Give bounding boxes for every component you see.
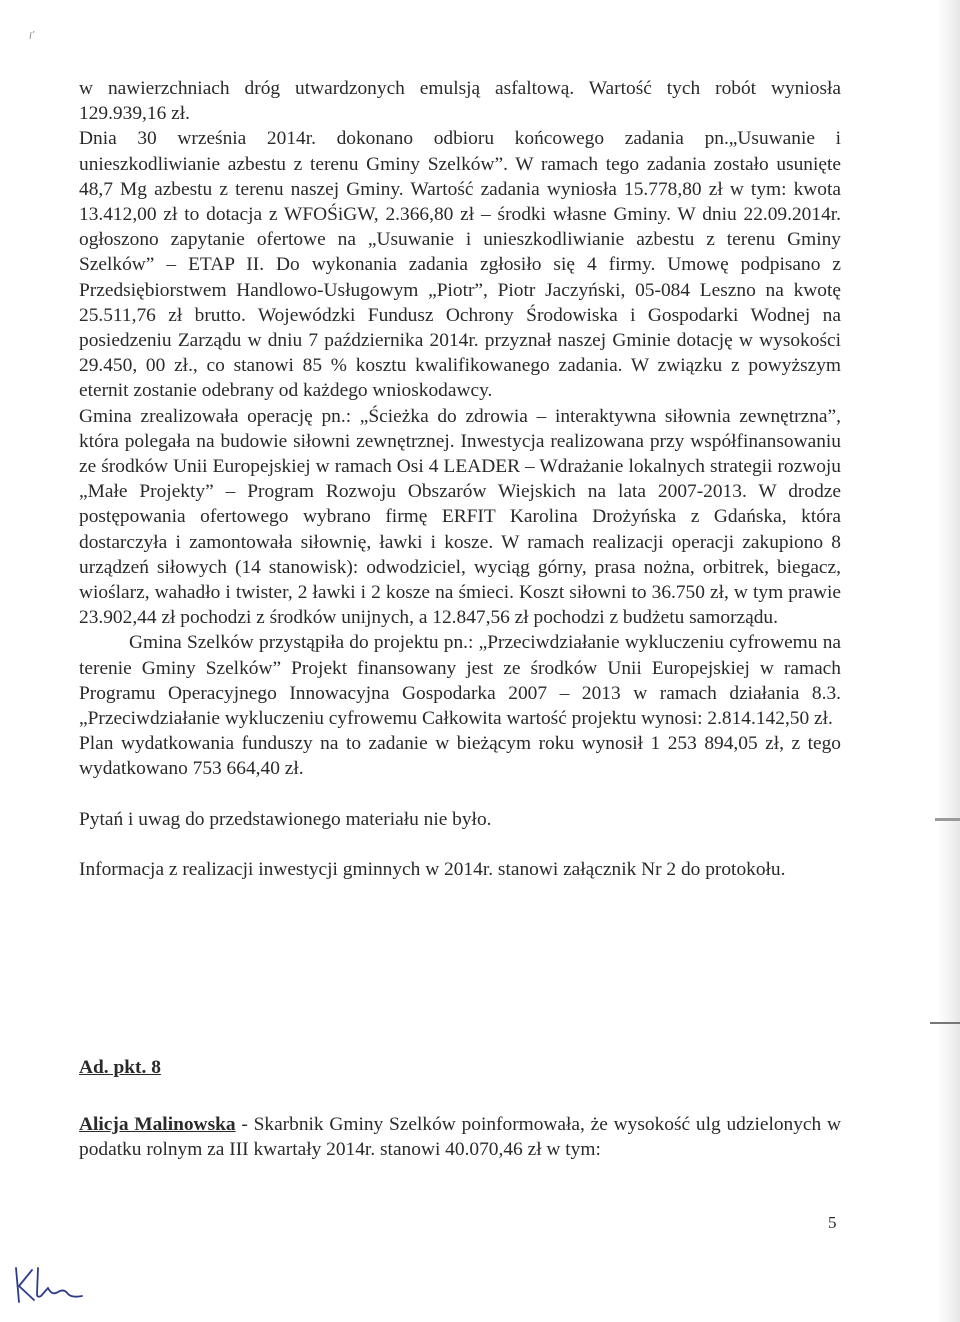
treasurer-text: - Skarbnik Gminy Szelków poinformowała, że wysokość ulg udzielonych w podatku rolnym za III kwartały 2014r. stanowi 40.070,46 zł w tym: — [79, 1114, 841, 1161]
treasurer-statement — [79, 1112, 841, 1162]
paragraph-asbestos: Dnia 30 września 2014r. dokonano odbioru końcowego zadania pn.„Usuwanie i unieszkodliwianie azbestu z terenu Gminy Szelków”. W ramach tego zadania zostało usunięte 48,7 Mg azbestu z terenu naszej Gminy. Wartość zadania wyniosła 15.778,80 zł w tym: kwota 13.412,00 zł to dotacja z WFOŚiGW, 2.366,80 zł – środki własne Gminy. W dniu 22.09.2014r. ogłoszono zapytanie ofertowe na „Usuwanie i unieszkodliwianie azbestu z terenu Gminy Szelków” – ETAP II. Do wykonania zadania zgłosiło się 4 firmy. Umowę podpisano z Przedsiębiorstwem Handlowo-Usługowym „Piotr”, Piotr Jaczyński, 05-084 Leszno na kwotę 25.511,76 zł brutto. Wojewódzki Fundusz Ochrony Środowiska i Gospodarki Wodnej na posiedzeniu Zarządu w dniu 7 października 2014r. przyznał naszej Gminie dotację w wysokości 29.450, 00 zł., co stanowi 85 % kosztu kwalifikowanego zadania. W związku z powyższym eternit zostanie odebrany od każdego wnioskodawcy. — [79, 128, 841, 402]
speaker-name: Alicja Malinowska — [79, 1114, 236, 1135]
scan-edge-mark-lower — [930, 1022, 960, 1024]
page-number: 5 — [828, 1213, 837, 1232]
agenda-heading: Ad. pkt. 8 — [79, 1057, 161, 1078]
scan-edge-shadow — [938, 0, 960, 1322]
paragraph-attachment: Informacja z realizacji inwestycji gminnych w 2014r. stanowi załącznik Nr 2 do protokołu. — [79, 858, 786, 880]
paragraph-digital-exclusion: Gmina Szelków przystąpiła do projektu pn.: „Przeciwdziałanie wykluczeniu cyfrowemu na terenie Gminy Szelków” Projekt finansowany jest ze środków Unii Europejskiej w ramach Programu Operacyjnego Innowacyjna Gospodarka 2007 – 2013 w ramach działania 8.3. „Przeciwdziałanie wykluczeniu cyfrowemu Całkowita wartość projektu wynosi: 2.814.142,50 zł. — [79, 632, 841, 730]
paragraph-outdoor-gym: Gmina zrealizowała operację pn.: „Ścieżka do zdrowia – interaktywna siłownia zewnętrzna”, która polegała na budowie siłowni zewnętrznej. Inwestycja realizowana przy współfinansowaniu ze środków Unii Europejskiej w ramach Osi 4 LEADER – Wdrażanie lokalnych strategii rozwoju „Małe Projekty” – Program Rozwoju Obszarów Wiejskich na lata 2007-2013. W drodze postępowania ofertowego wybrano firmę ERFIT Karolina Drożyńska z Gdańska, która dostarczyła i zamontowała siłownię, ławki i kosze. W ramach realizacji operacji zakupiono 8 urządzeń siłowych (14 stanowisk): odwodziciel, wyciąg górny, prasa nożna, orbitrek, biegacz, wioślarz, wahadło i twister, 2 ławki i 2 kosze na śmieci. Koszt siłowni to 36.750 zł, w tym prawie 23.902,44 zł pochodzi z środków unijnych, a 12.847,56 zł pochodzi z budżetu samorządu. — [79, 405, 841, 629]
scan-speck-icon — [28, 30, 36, 40]
paragraph-no-questions: Pytań i uwag do przedstawionego materiału nie było. — [79, 808, 492, 830]
paragraph-spending-plan: Plan wydatkowania funduszy na to zadanie w bieżącym roku wynosił 1 253 894,05 zł, z tego wydatkowano 753 664,40 zł. — [79, 733, 841, 780]
signature-initials — [10, 1262, 88, 1306]
document-body — [79, 76, 841, 882]
paragraph-road-works: w nawierzchniach dróg utwardzonych emulsją asfaltową. Wartość tych robót wyniosła 129.939,16 zł. — [79, 78, 841, 125]
scan-edge-mark — [935, 818, 960, 821]
